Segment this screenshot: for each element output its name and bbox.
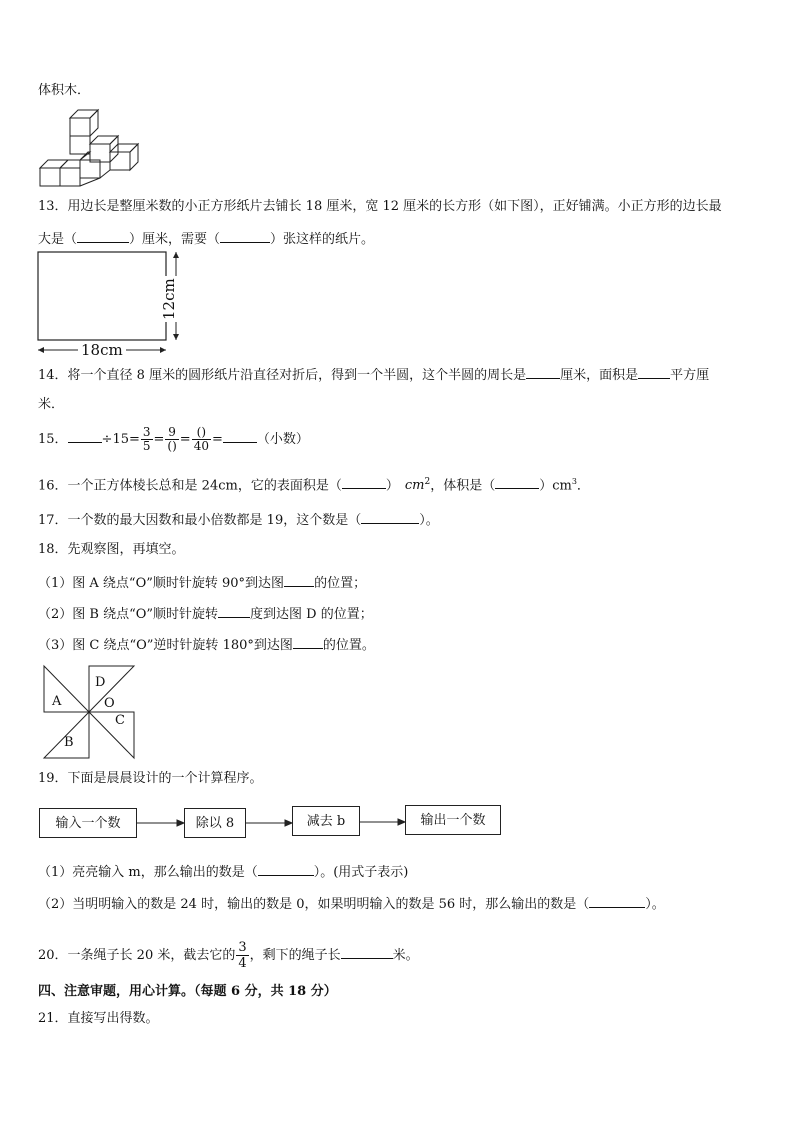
q14-text-a: 14．将一个直径 8 厘米的圆形纸片沿直径对折后，得到一个半圆，这个半圆的周长是 [38,368,527,383]
q15-f2-num: 9 [165,426,178,440]
q16-text-c: ，体积是（ [430,478,496,494]
q18-s1-text-b: 的位置； [314,576,367,591]
q16-text-d: ）cm [539,478,572,494]
q21-line: 21．直接写出得数。 [38,1011,159,1026]
q20-answer-blank[interactable] [341,945,393,959]
text-fragment: 体积木． [38,83,91,98]
q20-line [38,940,419,971]
q20-f-den: 4 [238,956,247,971]
q19-s1-text-a: （1）亮亮输入 m，那么输出的数是（ [38,865,258,880]
q16-unit-cm: cm [404,478,425,494]
q15-eq-1: = [153,432,165,447]
q18-s3-text-a: （3）图 C 绕点“O”逆时针旋转 180°到达图 [38,638,293,653]
q13-line1: 13．用边长是整厘米数的小正方形纸片去铺长 18 厘米，宽 12 厘米的长方形（如下图），正好铺满。小正方形的边长最 [38,199,722,214]
q19-s2-text-b: ）。 [645,897,665,912]
q14-line2: 米． [38,397,65,412]
q16-text-b: ） [385,478,399,494]
label-b: B [64,735,74,750]
flow-box-output: 输出一个数 [405,805,501,835]
q18-s2-text-b: 度到达图 D 的位置； [250,607,373,622]
q20-f-num: 3 [238,940,247,955]
flow-box-divide: 除以 8 [184,808,246,838]
label-a: A [52,694,62,709]
q20-text-a: 20．一条绳子长 20 米，截去它的 [38,948,236,963]
q19-answer-blank-2[interactable] [589,894,645,908]
q14-text-b: 厘米，面积是 [560,368,639,383]
q16-text-e: ． [576,478,590,494]
label-d: D [95,675,106,690]
q19-sub1 [38,862,408,882]
height-label: 12cm [160,278,178,320]
q20-text-b: ，剩下的绳子长 [249,948,341,963]
q18-title: 18．先观察图，再填空。 [38,542,185,557]
q15-prefix: 15． [38,432,68,447]
width-label: 18cm [78,341,126,359]
q18-s2-text-a: （2）图 B 绕点“O”顺时针旋转 [38,607,219,622]
q15-suffix: （小数） [256,432,309,447]
q18-s3-text-b: 的位置。 [322,638,375,653]
q15-div: ÷15= [101,432,140,447]
q19-sub2 [38,894,665,914]
q19-title: 19．下面是晨晨设计的一个计算程序。 [38,771,263,786]
q16-sup-2: 2 [424,477,431,487]
q13-text-a: 大是（ [38,232,78,247]
q15-eq-2: = [179,432,191,447]
q15-f2-den: () [167,439,177,453]
flow-box-input: 输入一个数 [39,808,137,838]
q16-sup-3: 3 [571,477,577,486]
q15-eq-3: = [211,432,223,447]
q20-fraction [236,940,248,971]
q14-text-c: 平方厘 [670,368,710,383]
q17-text-b: ）。 [419,513,439,528]
q15-f3-num: () [192,426,211,440]
section-heading: 四、注意审题，用心计算。（每题 6 分，共 18 分） [38,984,337,999]
q18-s1-text-a: （1）图 A 绕点“O”顺时针旋转 90°到达图 [38,576,285,591]
label-c: C [115,713,125,728]
flow-box-subtract: 减去 b [292,806,360,836]
q20-text-c: 米。 [392,948,419,963]
q15-f1-num: 3 [142,425,151,439]
label-o: O [104,696,115,711]
q13-text-c: ）张这样的纸片。 [270,232,375,247]
q19-s1-text-b: ）。(用式子表示) [313,865,409,880]
q19-answer-blank-1[interactable] [258,862,314,876]
q17-text-a: 17．一个数的最大因数和最小倍数都是 19，这个数是（ [38,513,362,528]
q15-f1-den: 5 [142,439,151,453]
q13-text-b: ）厘米，需要（ [129,232,221,247]
q15-f3-den: 40 [193,439,209,453]
q16-text-a: 16．一个正方体棱长总和是 24cm，它的表面积是（ [38,478,342,494]
q19-s2-text-a: （2）当明明输入的数是 24 时，输出的数是 0，如果明明输入的数是 56 时，那么输出的数是（ [38,897,590,912]
